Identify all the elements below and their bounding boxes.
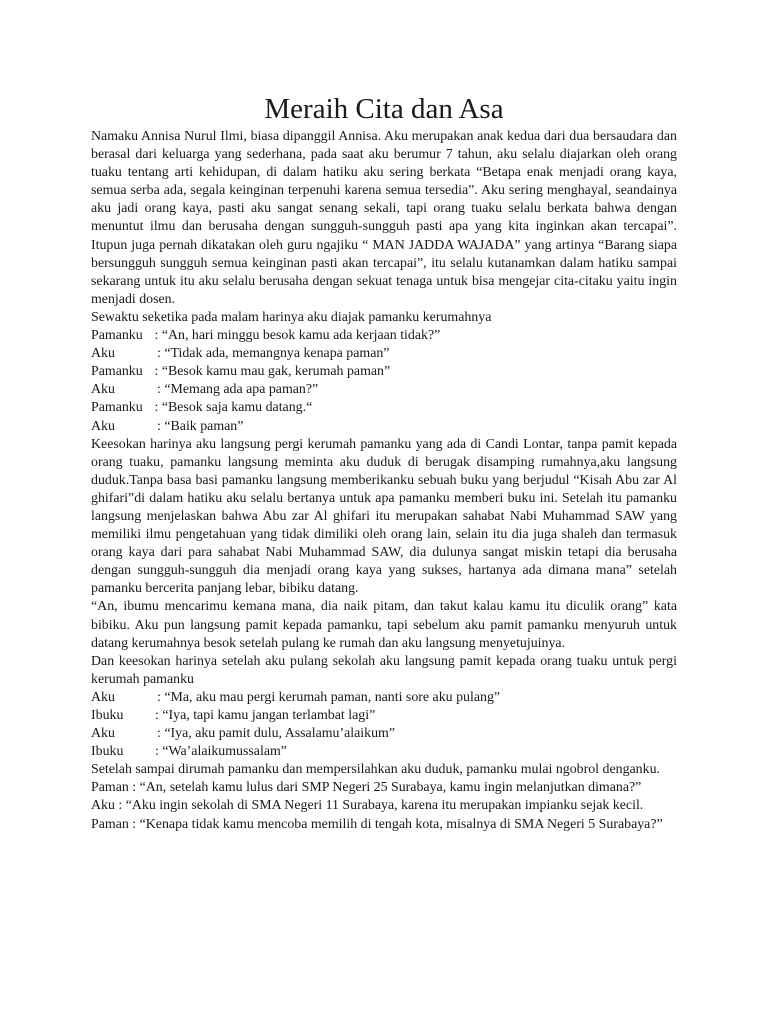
dialog-text: “Iya, aku pamit dulu, Assalamu’alaikum”	[164, 726, 396, 742]
paragraph-next-day: Dan keesokan harinya setelah aku pulang sekolah aku langsung pamit kepada orang tuaku untuk pergi kerumah pamanku	[91, 653, 677, 687]
dialog-speaker: Aku	[91, 382, 115, 398]
paragraph-aku-answer: Aku : “Aku ingin sekolah di SMA Negeri 11 Surabaya, karena itu merupakan impianku sejak kecil.	[91, 798, 644, 814]
dialog-colon: :	[157, 689, 165, 705]
dialog-line	[91, 327, 677, 345]
dialog-speaker: Aku	[91, 418, 115, 434]
dialog-text: “Ma, aku mau pergi kerumah paman, nanti sore aku pulang”	[164, 689, 501, 705]
dialog-text: “Wa’alaikumussalam”	[162, 744, 287, 760]
dialog-speaker: Pamanku	[91, 364, 143, 380]
paragraph-paman-question: Paman : “An, setelah kamu lulus dari SMP Negeri 25 Surabaya, kamu ingin melanjutkan dimana?”	[91, 780, 642, 796]
dialog-block-1	[91, 327, 677, 436]
dialog-colon: :	[151, 364, 162, 380]
dialog-line	[91, 689, 677, 707]
dialog-text: “An, hari minggu besok kamu ada kerjaan tidak?”	[161, 328, 441, 344]
paragraph-paman-suggestion: Paman : “Kenapa tidak kamu mencoba memilih di tengah kota, misalnya di SMA Negeri 5 Surabaya?”	[91, 816, 663, 832]
dialog-colon: :	[151, 400, 162, 416]
dialog-line	[91, 345, 677, 363]
dialog-text: “Tidak ada, memangnya kenapa paman”	[164, 346, 390, 362]
dialog-colon: :	[157, 726, 165, 742]
dialog-line	[91, 725, 677, 743]
dialog-colon: :	[151, 328, 162, 344]
dialog-line	[91, 363, 677, 381]
dialog-line	[91, 707, 677, 725]
paragraph-aunt: “An, ibumu mencarimu kemana mana, dia naik pitam, dan takut kalau kamu itu diculik orang” kata bibiku. Aku pun langsung pamit kepada pamanku, tapi sebelum aku pamit pamanku menyuruh untuk datang kerumahnya besok setelah pulang ke rumah dan aku langsung menyetujuinya.	[91, 599, 677, 651]
dialog-line	[91, 381, 677, 399]
dialog-line	[91, 418, 677, 436]
paragraph-intro: Namaku Annisa Nurul Ilmi, biasa dipanggil Annisa. Aku merupakan anak kedua dari dua bersaudara dan berasal dari keluarga yang sederhana, pada saat aku berumur 7 tahun, aku selalu diajarkan oleh orang tuaku tentang arti kehidupan, di dalam hatiku aku sering berkata “Betapa enak menjadi orang kaya, semua serba ada, segala keinginan terpenuhi karena semua tersedia”. Aku sering menghayal, seandainya aku jadi orang kaya, pasti aku sangat senang sekali, tapi orang tuaku selalu berkata bahwa dengan menuntut ilmu dan berusaha dengan sungguh-sungguh pasti apa yang kita inginkan akan tercapai”. Itupun juga pernah dikatakan oleh guru ngajiku “ MAN JADDA WAJADA” yang artinya “Barang siapa bersungguh sungguh semua keinginan pasti akan tercapai”, itu selalu kutanamkan dalam hatiku sampai sekarang untuk itu aku selalu berusaha dengan sekuat tenaga untuk bisa mengejar cita-citaku yaitu ingin menjadi dosen.	[91, 129, 677, 307]
dialog-colon: :	[155, 708, 163, 723]
dialog-speaker: Ibuku	[91, 744, 124, 760]
dialog-colon: :	[157, 382, 165, 398]
dialog-speaker: Pamanku	[91, 400, 143, 416]
dialog-speaker: Aku	[91, 726, 115, 742]
dialog-line	[91, 399, 677, 417]
paragraph-invitation: Sewaktu seketika pada malam harinya aku diajak pamanku kerumahnya	[91, 309, 492, 325]
dialog-block-2	[91, 689, 677, 761]
document-body	[91, 128, 677, 834]
dialog-speaker: Aku	[91, 689, 115, 705]
dialog-line	[91, 743, 677, 761]
dialog-speaker: Ibuku	[91, 708, 124, 723]
paragraph-visit: Keesokan harinya aku langsung pergi kerumah pamanku yang ada di Candi Lontar, tanpa pamit kepada orang tuaku, pamanku langsung meminta aku duduk di berugak disamping rumahnya,aku langsung duduk.Tanpa basa basi pamanku langsung memberikanku sebuah buku yang berjudul “Kisah Abu zar Al ghifari”di dalam hatiku aku selalu bertanya untuk apa pamanku memberi buku ini. Setelah itu pamanku langsung menjelaskan bahwa Abu zar Al ghifari itu merupakan sahabat Nabi Muhammad SAW yang memiliki ilmu pengetahuan yang tidak dimiliki oleh orang lain, selain itu dia juga shaleh dan termasuk orang kaya dari para sahabat Nabi Muhammad SAW, dia dulunya sangat miskin tetapi dia berusaha dengan sungguh-sungguh dia menjadi orang kaya yang sukses, hartanya ada dimana mana” setelah pamanku bercerita panjang lebar, bibiku datang.	[91, 436, 677, 597]
dialog-colon: :	[155, 744, 163, 760]
dialog-text: “Besok saja kamu datang.“	[161, 400, 313, 416]
dialog-text: “Iya, tapi kamu jangan terlambat lagi”	[162, 708, 376, 723]
dialog-speaker: Aku	[91, 346, 115, 362]
dialog-colon: :	[157, 418, 165, 434]
dialog-text: “Memang ada apa paman?”	[164, 382, 319, 398]
dialog-text: “Baik paman”	[164, 418, 244, 434]
dialog-speaker: Pamanku	[91, 328, 143, 344]
dialog-text: “Besok kamu mau gak, kerumah paman”	[161, 364, 391, 380]
dialog-colon: :	[157, 346, 165, 362]
paragraph-arrival: Setelah sampai dirumah pamanku dan mempersilahkan aku duduk, pamanku mulai ngobrol denganku.	[91, 762, 660, 778]
document-title: Meraih Cita dan Asa	[264, 93, 504, 125]
